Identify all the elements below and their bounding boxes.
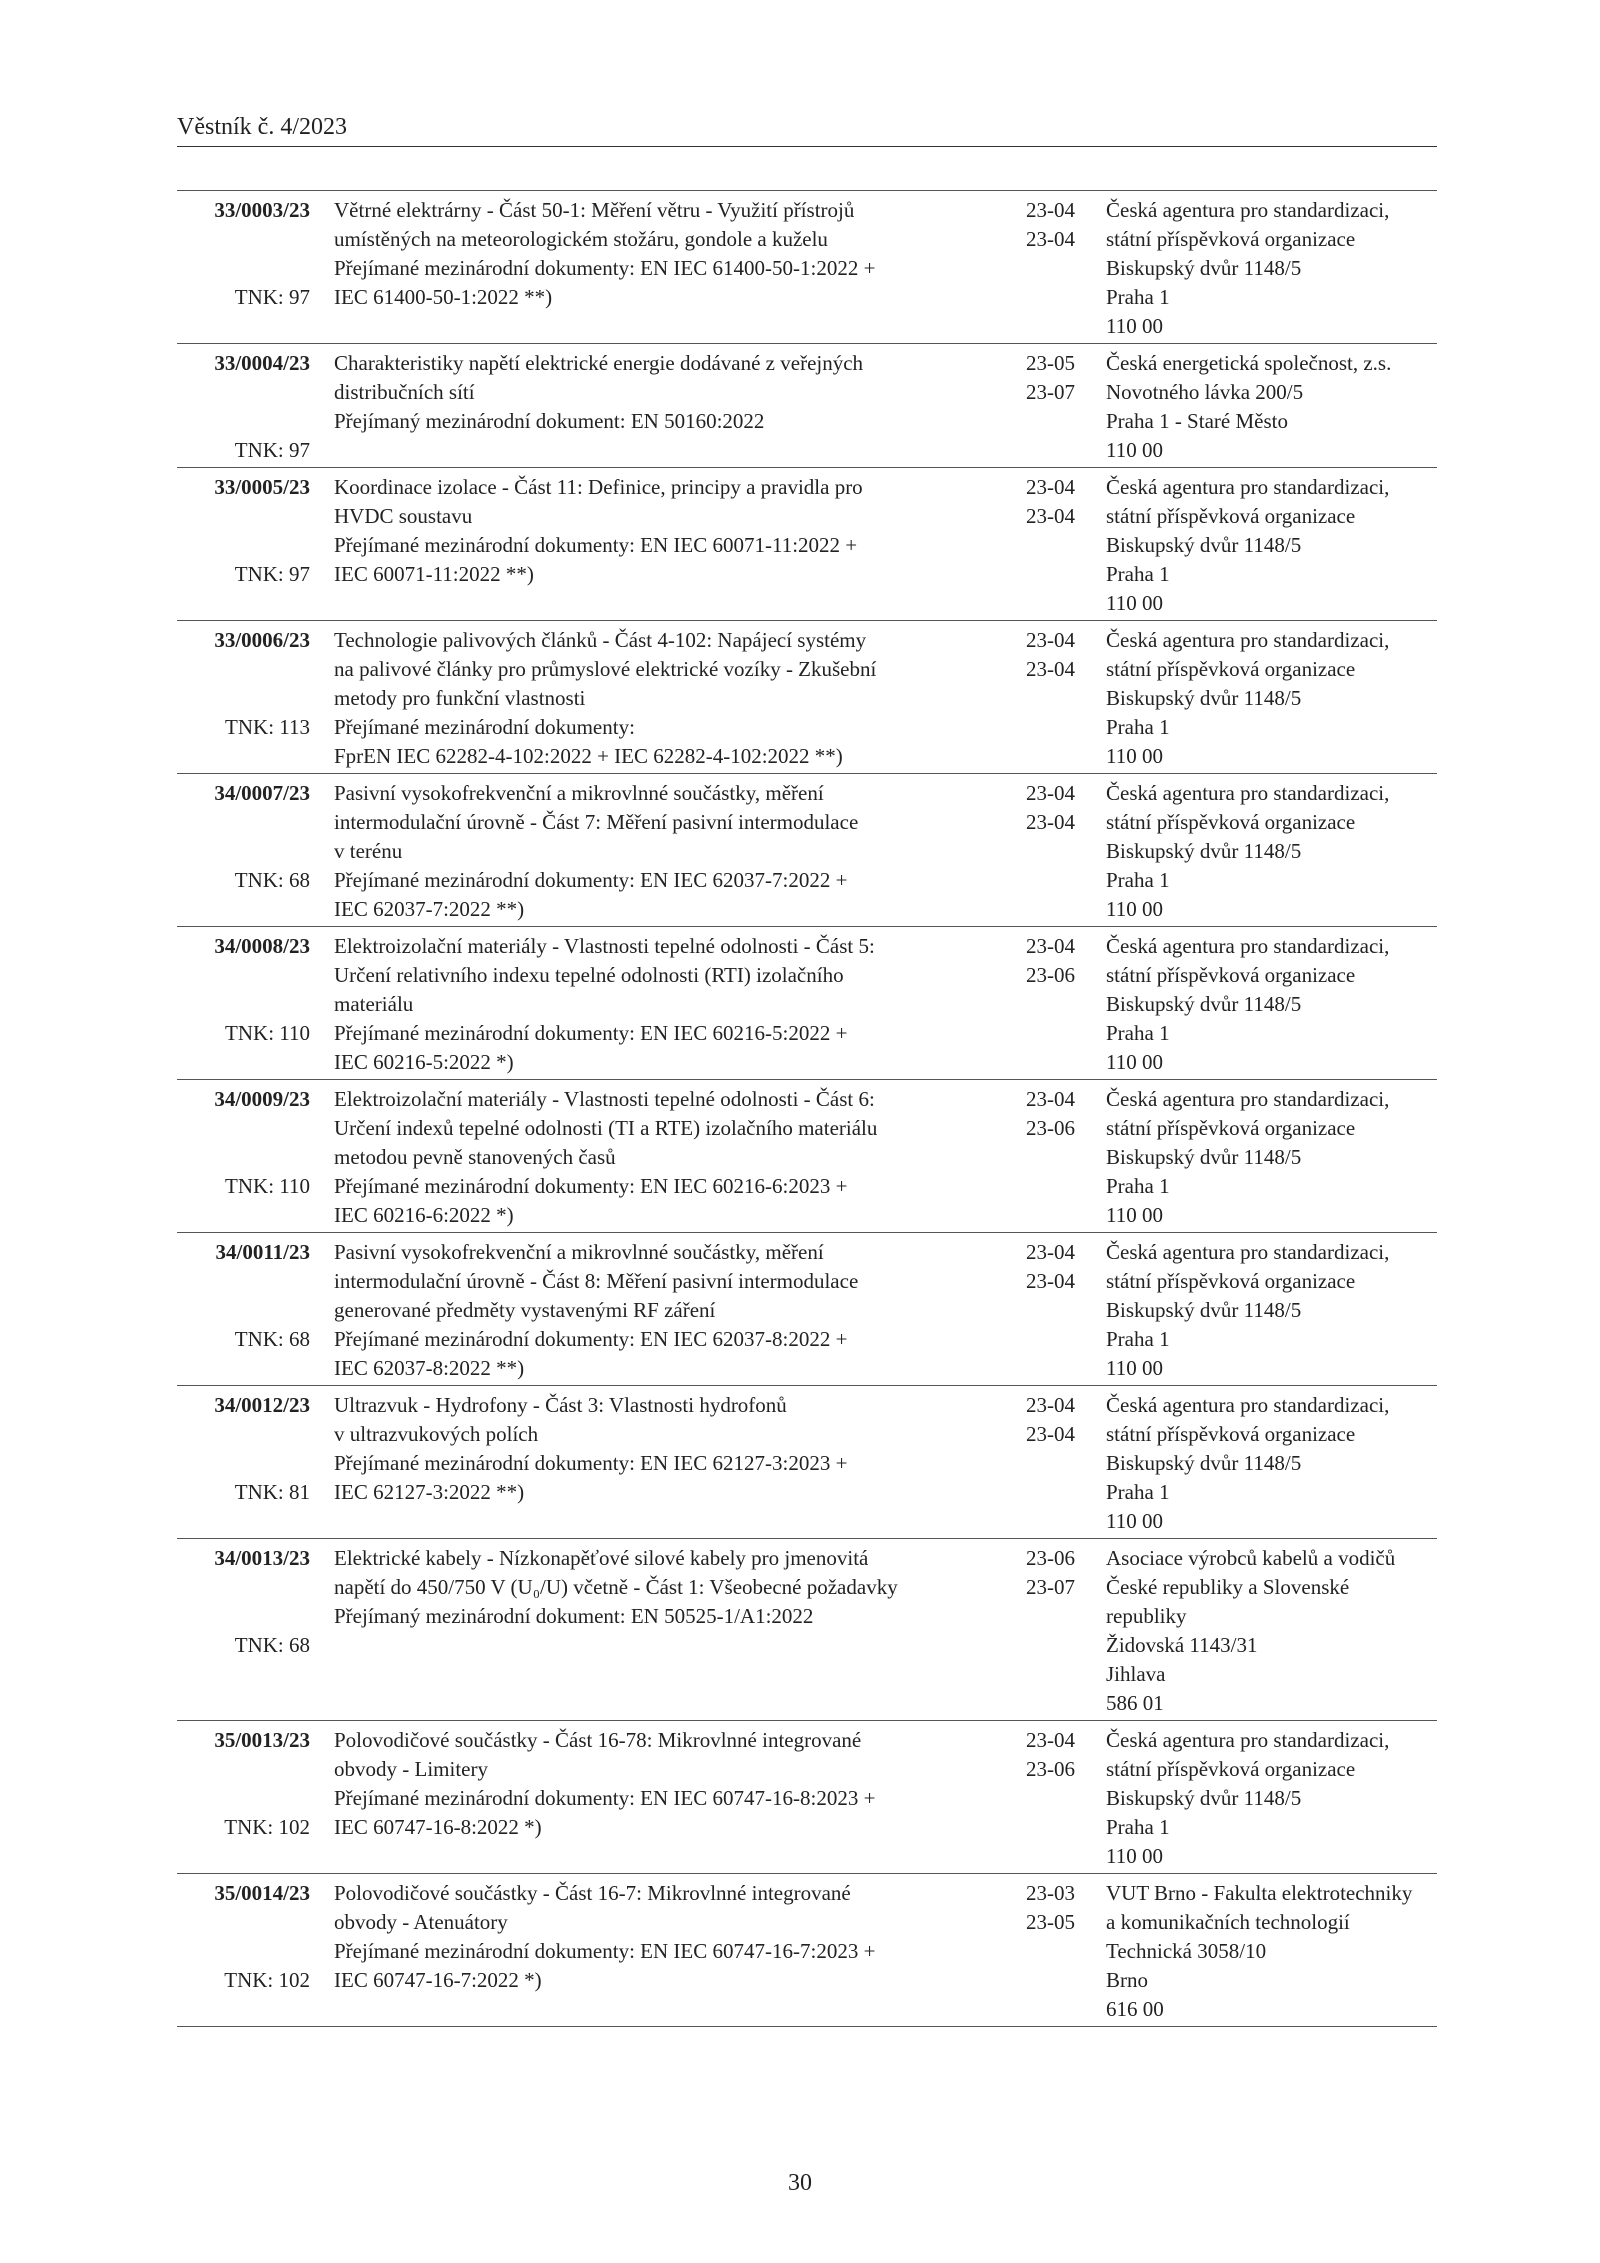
- address-line: 110 00: [1106, 1203, 1163, 1227]
- address-line: 586 01: [1106, 1691, 1164, 1715]
- address-line: státní příspěvková organizace: [1106, 1757, 1356, 1781]
- processor-address-cell: [1106, 1386, 1437, 1539]
- table-row: [177, 344, 1437, 468]
- address-line: Česká agentura pro standardizaci,: [1106, 934, 1390, 958]
- standard-title-line: IEC 60216-5:2022 *): [334, 1050, 514, 1074]
- standard-title-line: Přejímané mezinárodní dokumenty: EN IEC 60216-6:2023 +: [334, 1174, 848, 1198]
- date-value: 23-04: [1026, 1393, 1075, 1417]
- date-value: 23-04: [1026, 934, 1075, 958]
- table-row: [177, 927, 1437, 1080]
- address-line: 110 00: [1106, 1356, 1163, 1380]
- row-id-cell: [177, 1539, 334, 1721]
- address-line: státní příspěvková organizace: [1106, 810, 1356, 834]
- standard-title-line: Polovodičové součástky - Část 16-7: Mikrovlnné integrované: [334, 1881, 851, 1905]
- standard-number: 35/0014/23: [214, 1881, 310, 1905]
- address-line: Biskupský dvůr 1148/5: [1106, 839, 1302, 863]
- date-value: 23-04: [1026, 227, 1075, 251]
- header-divider: [177, 146, 1437, 147]
- row-id-cell: [177, 621, 334, 774]
- standard-title-line: materiálu: [334, 992, 414, 1016]
- row-id-cell: [177, 468, 334, 621]
- standard-title-cell: [334, 1080, 1026, 1233]
- standards-table-body: [177, 191, 1437, 2027]
- address-line: VUT Brno - Fakulta elektrotechniky: [1106, 1881, 1413, 1905]
- standard-number: 33/0005/23: [214, 475, 310, 499]
- standard-title-line: Přejímané mezinárodní dokumenty: EN IEC 60747-16-7:2023 +: [334, 1939, 876, 1963]
- standard-number: 34/0008/23: [214, 934, 310, 958]
- date-value: 23-06: [1026, 1116, 1075, 1140]
- tnk-label: TNK: 81: [234, 1480, 310, 1504]
- address-line: Biskupský dvůr 1148/5: [1106, 1451, 1302, 1475]
- standard-title-line: metodou pevně stanovených časů: [334, 1145, 616, 1169]
- standard-title-line: Charakteristiky napětí elektrické energie dodávané z veřejných: [334, 351, 864, 375]
- standard-title-line: Přejímané mezinárodní dokumenty: EN IEC 62037-8:2022 +: [334, 1327, 848, 1351]
- processor-address-cell: [1106, 621, 1437, 774]
- address-line: Praha 1 - Staré Město: [1106, 409, 1288, 433]
- standard-title-line: umístěných na meteorologickém stožáru, gondole a kuželu: [334, 227, 828, 251]
- table-row: [177, 774, 1437, 927]
- table-row: [177, 1874, 1437, 2027]
- standard-title-cell: [334, 344, 1026, 468]
- processor-address-cell: [1106, 1721, 1437, 1874]
- standard-title-line: Přejímané mezinárodní dokumenty: EN IEC 60747-16-8:2023 +: [334, 1786, 876, 1810]
- address-line: Praha 1: [1106, 1480, 1170, 1504]
- standard-number: 33/0006/23: [214, 628, 310, 652]
- row-id-cell: [177, 1721, 334, 1874]
- address-line: Praha 1: [1106, 1327, 1170, 1351]
- standard-title-cell: [334, 1386, 1026, 1539]
- table-row: [177, 1386, 1437, 1539]
- date-value: 23-04: [1026, 1422, 1075, 1446]
- row-id-cell: [177, 344, 334, 468]
- standard-number: 35/0013/23: [214, 1728, 310, 1752]
- date-value: 23-07: [1026, 1575, 1075, 1599]
- standard-title-cell: [334, 191, 1026, 344]
- address-line: Česká agentura pro standardizaci,: [1106, 475, 1390, 499]
- standard-number: 34/0011/23: [215, 1240, 310, 1264]
- standard-title-line: Přejímaný mezinárodní dokument: EN 50525-1/A1:2022: [334, 1604, 814, 1628]
- standard-number: 33/0003/23: [214, 198, 310, 222]
- standard-title-line: Přejímané mezinárodní dokumenty: EN IEC 60071-11:2022 +: [334, 533, 858, 557]
- dates-cell: [1026, 1233, 1106, 1386]
- address-line: 110 00: [1106, 897, 1163, 921]
- standard-number: 34/0009/23: [214, 1087, 310, 1111]
- row-id-cell: [177, 927, 334, 1080]
- date-value: 23-06: [1026, 963, 1075, 987]
- date-value: 23-04: [1026, 1728, 1075, 1752]
- address-line: Biskupský dvůr 1148/5: [1106, 686, 1302, 710]
- address-line: Česká agentura pro standardizaci,: [1106, 1087, 1390, 1111]
- address-line: 110 00: [1106, 1050, 1163, 1074]
- table-row: [177, 1080, 1437, 1233]
- date-value: 23-04: [1026, 1269, 1075, 1293]
- address-line: Biskupský dvůr 1148/5: [1106, 1298, 1302, 1322]
- date-value: 23-06: [1026, 1757, 1075, 1781]
- standard-title-line: Přejímané mezinárodní dokumenty: EN IEC 61400-50-1:2022 +: [334, 256, 876, 280]
- standard-title-line: Určení indexů tepelné odolnosti (TI a RTE) izolačního materiálu: [334, 1116, 878, 1140]
- date-value: 23-04: [1026, 475, 1075, 499]
- standard-title-line: metody pro funkční vlastnosti: [334, 686, 586, 710]
- address-line: Česká agentura pro standardizaci,: [1106, 781, 1390, 805]
- tnk-label: TNK: 113: [225, 715, 310, 739]
- row-id-cell: [177, 191, 334, 344]
- address-line: 110 00: [1106, 744, 1163, 768]
- address-line: Novotného lávka 200/5: [1106, 380, 1304, 404]
- standard-title-line: IEC 62127-3:2022 **): [334, 1480, 525, 1504]
- date-value: 23-04: [1026, 1240, 1075, 1264]
- tnk-label: TNK: 110: [225, 1174, 310, 1198]
- tnk-label: TNK: 68: [234, 1633, 310, 1657]
- address-line: státní příspěvková organizace: [1106, 1269, 1356, 1293]
- standard-title-line: Přejímané mezinárodní dokumenty: EN IEC 60216-5:2022 +: [334, 1021, 848, 1045]
- tnk-label: TNK: 110: [225, 1021, 310, 1045]
- date-value: 23-07: [1026, 380, 1075, 404]
- address-line: Biskupský dvůr 1148/5: [1106, 992, 1302, 1016]
- standard-title-line: Koordinace izolace - Část 11: Definice, principy a pravidla pro: [334, 475, 863, 499]
- standard-number: 34/0013/23: [214, 1546, 310, 1570]
- row-id-cell: [177, 774, 334, 927]
- address-line: Brno: [1106, 1968, 1148, 1992]
- standards-table: [177, 190, 1437, 2027]
- address-line: Česká agentura pro standardizaci,: [1106, 1393, 1390, 1417]
- date-value: 23-04: [1026, 198, 1075, 222]
- standard-number: 34/0007/23: [214, 781, 310, 805]
- address-line: 110 00: [1106, 438, 1163, 462]
- address-line: státní příspěvková organizace: [1106, 657, 1356, 681]
- standard-title-cell: [334, 1721, 1026, 1874]
- dates-cell: [1026, 1874, 1106, 2027]
- address-line: 110 00: [1106, 1509, 1163, 1533]
- dates-cell: [1026, 621, 1106, 774]
- table-row: [177, 191, 1437, 344]
- address-line: státní příspěvková organizace: [1106, 504, 1356, 528]
- processor-address-cell: [1106, 1233, 1437, 1386]
- dates-cell: [1026, 1386, 1106, 1539]
- standard-title-line: IEC 60071-11:2022 **): [334, 562, 534, 586]
- address-line: Praha 1: [1106, 868, 1170, 892]
- standard-title-cell: [334, 927, 1026, 1080]
- processor-address-cell: [1106, 191, 1437, 344]
- standard-title-line: IEC 62037-7:2022 **): [334, 897, 525, 921]
- standard-title-line: na palivové články pro průmyslové elektrické vozíky - Zkušební: [334, 657, 877, 681]
- address-line: Česká agentura pro standardizaci,: [1106, 628, 1390, 652]
- date-value: 23-03: [1026, 1881, 1075, 1905]
- date-value: 23-04: [1026, 810, 1075, 834]
- tnk-label: TNK: 68: [234, 1327, 310, 1351]
- address-line: Biskupský dvůr 1148/5: [1106, 1786, 1302, 1810]
- standard-title-cell: [334, 1874, 1026, 2027]
- address-line: Jihlava: [1106, 1662, 1166, 1686]
- standard-title-line: Přejímané mezinárodní dokumenty: EN IEC 62037-7:2022 +: [334, 868, 848, 892]
- standard-title-line: napětí do 450/750 V (U₀/U) včetně - Část 1: Všeobecné požadavky: [334, 1575, 898, 1599]
- date-value: 23-04: [1026, 1087, 1075, 1111]
- address-line: Praha 1: [1106, 1815, 1170, 1839]
- dates-cell: [1026, 1080, 1106, 1233]
- date-value: 23-04: [1026, 628, 1075, 652]
- date-value: 23-04: [1026, 781, 1075, 805]
- standard-title-line: IEC 60747-16-7:2022 *): [334, 1968, 542, 1992]
- standard-number: 34/0012/23: [214, 1393, 310, 1417]
- address-line: 110 00: [1106, 1844, 1163, 1868]
- standard-title-line: Polovodičové součástky - Část 16-78: Mikrovlnné integrované: [334, 1728, 862, 1752]
- address-line: Asociace výrobců kabelů a vodičů: [1106, 1546, 1396, 1570]
- standard-title-line: Elektroizolační materiály - Vlastnosti tepelné odolnosti - Část 5:: [334, 934, 875, 958]
- date-value: 23-04: [1026, 504, 1075, 528]
- address-line: 616 00: [1106, 1997, 1164, 2021]
- standard-title-line: v terénu: [334, 839, 403, 863]
- standard-title-line: HVDC soustavu: [334, 504, 473, 528]
- standard-title-line: FprEN IEC 62282-4-102:2022 + IEC 62282-4-102:2022 **): [334, 744, 843, 768]
- address-line: republiky: [1106, 1604, 1187, 1628]
- table-row: [177, 1233, 1437, 1386]
- date-value: 23-04: [1026, 657, 1075, 681]
- standard-title-line: Přejímaný mezinárodní dokument: EN 50160:2022: [334, 409, 765, 433]
- address-line: Praha 1: [1106, 285, 1170, 309]
- address-line: Praha 1: [1106, 1021, 1170, 1045]
- standard-title-line: intermodulační úrovně - Část 7: Měření pasivní intermodulace: [334, 810, 859, 834]
- standard-title-cell: [334, 1233, 1026, 1386]
- processor-address-cell: [1106, 774, 1437, 927]
- address-line: státní příspěvková organizace: [1106, 1116, 1356, 1140]
- standard-title-line: Přejímané mezinárodní dokumenty:: [334, 715, 635, 739]
- standard-title-cell: [334, 621, 1026, 774]
- standard-title-cell: [334, 774, 1026, 927]
- date-value: 23-06: [1026, 1546, 1075, 1570]
- processor-address-cell: [1106, 1539, 1437, 1721]
- processor-address-cell: [1106, 1080, 1437, 1233]
- standard-title-cell: [334, 1539, 1026, 1721]
- address-line: Biskupský dvůr 1148/5: [1106, 256, 1302, 280]
- table-row: [177, 1721, 1437, 1874]
- dates-cell: [1026, 191, 1106, 344]
- standard-title-line: obvody - Atenuátory: [334, 1910, 508, 1934]
- tnk-label: TNK: 97: [234, 562, 310, 586]
- tnk-label: TNK: 102: [224, 1968, 310, 1992]
- address-line: Česká agentura pro standardizaci,: [1106, 198, 1390, 222]
- standard-title-line: distribučních sítí: [334, 380, 475, 404]
- standard-title-line: Přejímané mezinárodní dokumenty: EN IEC 62127-3:2023 +: [334, 1451, 848, 1475]
- standard-number: 33/0004/23: [214, 351, 310, 375]
- table-row: [177, 1539, 1437, 1721]
- row-id-cell: [177, 1233, 334, 1386]
- date-value: 23-05: [1026, 1910, 1075, 1934]
- row-id-cell: [177, 1080, 334, 1233]
- standard-title-line: IEC 60747-16-8:2022 *): [334, 1815, 542, 1839]
- standard-title-line: Ultrazvuk - Hydrofony - Část 3: Vlastnosti hydrofonů: [334, 1393, 787, 1417]
- address-line: Praha 1: [1106, 1174, 1170, 1198]
- address-line: státní příspěvková organizace: [1106, 227, 1356, 251]
- address-line: Česká energetická společnost, z.s.: [1106, 351, 1392, 375]
- dates-cell: [1026, 774, 1106, 927]
- address-line: 110 00: [1106, 314, 1163, 338]
- tnk-label: TNK: 102: [224, 1815, 310, 1839]
- address-line: Biskupský dvůr 1148/5: [1106, 1145, 1302, 1169]
- processor-address-cell: [1106, 927, 1437, 1080]
- dates-cell: [1026, 344, 1106, 468]
- standard-title-line: Větrné elektrárny - Část 50-1: Měření větru - Využití přístrojů: [334, 198, 855, 222]
- standard-title-line: v ultrazvukových polích: [334, 1422, 539, 1446]
- page-number: 30: [788, 2170, 812, 2196]
- address-line: státní příspěvková organizace: [1106, 963, 1356, 987]
- address-line: Biskupský dvůr 1148/5: [1106, 533, 1302, 557]
- address-line: Praha 1: [1106, 715, 1170, 739]
- standard-title-line: Elektroizolační materiály - Vlastnosti tepelné odolnosti - Část 6:: [334, 1087, 875, 1111]
- address-line: Česká agentura pro standardizaci,: [1106, 1240, 1390, 1264]
- tnk-label: TNK: 68: [234, 868, 310, 892]
- table-row: [177, 468, 1437, 621]
- address-line: České republiky a Slovenské: [1106, 1575, 1350, 1599]
- date-value: 23-05: [1026, 351, 1075, 375]
- standard-title-line: IEC 61400-50-1:2022 **): [334, 285, 553, 309]
- dates-cell: [1026, 927, 1106, 1080]
- standard-title-line: IEC 60216-6:2022 *): [334, 1203, 514, 1227]
- row-id-cell: [177, 1874, 334, 2027]
- address-line: 110 00: [1106, 591, 1163, 615]
- address-line: Česká agentura pro standardizaci,: [1106, 1728, 1390, 1752]
- standard-title-line: Pasivní vysokofrekvenční a mikrovlnné součástky, měření: [334, 1240, 824, 1264]
- tnk-label: TNK: 97: [234, 285, 310, 309]
- standard-title-line: Pasivní vysokofrekvenční a mikrovlnné součástky, měření: [334, 781, 824, 805]
- processor-address-cell: [1106, 344, 1437, 468]
- standard-title-cell: [334, 468, 1026, 621]
- row-id-cell: [177, 1386, 334, 1539]
- address-line: a komunikačních technologií: [1106, 1910, 1350, 1934]
- dates-cell: [1026, 1721, 1106, 1874]
- table-row: [177, 621, 1437, 774]
- dates-cell: [1026, 1539, 1106, 1721]
- tnk-label: TNK: 97: [234, 438, 310, 462]
- standard-title-line: Elektrické kabely - Nízkonapěťové silové kabely pro jmenovitá: [334, 1546, 869, 1570]
- bulletin-header: Věstník č. 4/2023: [177, 114, 347, 140]
- standard-title-line: Technologie palivových článků - Část 4-102: Napájecí systémy: [334, 628, 867, 652]
- address-line: státní příspěvková organizace: [1106, 1422, 1356, 1446]
- dates-cell: [1026, 468, 1106, 621]
- processor-address-cell: [1106, 1874, 1437, 2027]
- address-line: Praha 1: [1106, 562, 1170, 586]
- standard-title-line: obvody - Limitery: [334, 1757, 488, 1781]
- processor-address-cell: [1106, 468, 1437, 621]
- address-line: Technická 3058/10: [1106, 1939, 1267, 1963]
- standard-title-line: intermodulační úrovně - Část 8: Měření pasivní intermodulace: [334, 1269, 859, 1293]
- standard-title-line: generované předměty vystavenými RF záření: [334, 1298, 716, 1322]
- standard-title-line: IEC 62037-8:2022 **): [334, 1356, 525, 1380]
- standard-title-line: Určení relativního indexu tepelné odolnosti (RTI) izolačního: [334, 963, 844, 987]
- address-line: Židovská 1143/31: [1106, 1633, 1258, 1657]
